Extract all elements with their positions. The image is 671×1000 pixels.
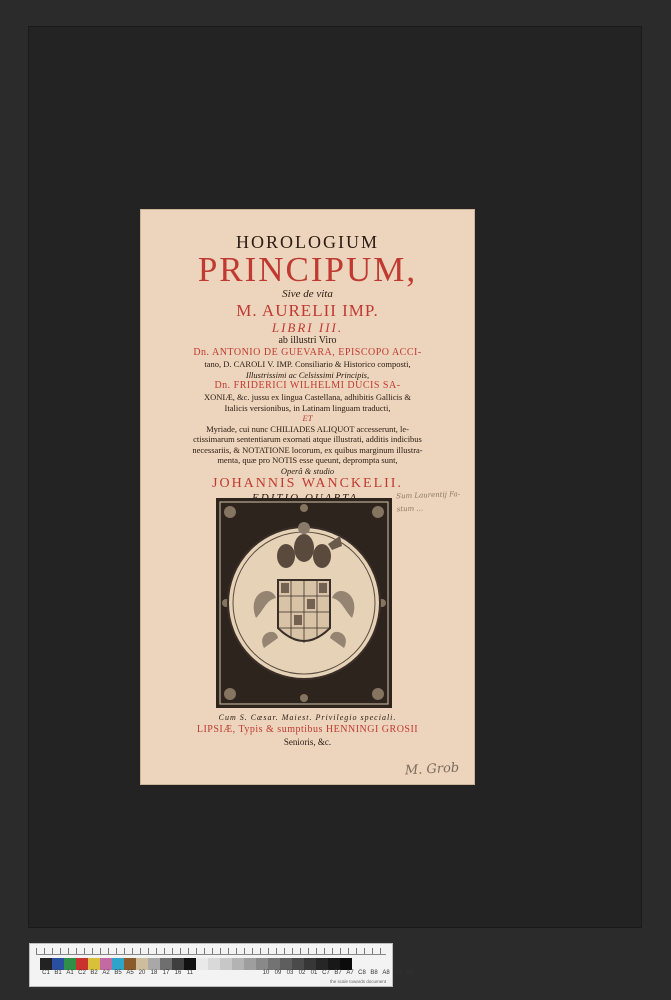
patch-label: C1 bbox=[42, 970, 50, 976]
gray-swatch bbox=[328, 958, 340, 970]
ab-illustri: ab illustri Viro bbox=[278, 335, 337, 346]
gray-swatch bbox=[208, 958, 220, 970]
gray-label: C9 bbox=[394, 970, 402, 976]
manuscript-note bbox=[396, 488, 478, 606]
color-swatch bbox=[76, 958, 88, 970]
color-target bbox=[30, 944, 414, 986]
patch-label: 18 bbox=[150, 970, 158, 976]
gray-label: 10 bbox=[262, 970, 270, 976]
gray-swatch bbox=[292, 958, 304, 970]
gray-swatch bbox=[340, 958, 352, 970]
frederici: Dn. FRIDERICI WILHELMI DUCIS SA- bbox=[214, 380, 401, 391]
privilege: Cum S. Cæsar. Maiest. Privilegio speciali. bbox=[218, 713, 397, 722]
subtitle-libri: LIBRI III. bbox=[271, 320, 344, 335]
gray-label: B9 bbox=[406, 970, 414, 976]
gray-swatch bbox=[196, 958, 208, 970]
gray-label: C8 bbox=[358, 970, 366, 976]
color-swatch bbox=[124, 958, 136, 970]
color-swatch bbox=[148, 958, 160, 970]
author-desc: tano, D. CAROLI V. IMP. Consiliario & Historico composti, bbox=[204, 359, 411, 369]
gray-label: B7 bbox=[334, 970, 342, 976]
color-swatch bbox=[52, 958, 64, 970]
color-swatch bbox=[160, 958, 172, 970]
title-principum: PRINCIPUM, bbox=[197, 250, 418, 289]
author-guevara: Dn. ANTONIO DE GUEVARA, EPISCOPO ACCI- bbox=[193, 347, 422, 358]
color-swatch bbox=[172, 958, 184, 970]
color-swatch bbox=[112, 958, 124, 970]
gray-label: A7 bbox=[346, 970, 354, 976]
color-swatches bbox=[40, 958, 352, 970]
patch-label: B5 bbox=[114, 970, 122, 976]
subtitle-sive: Sive de vita bbox=[282, 288, 333, 300]
patch-label: C2 bbox=[78, 970, 86, 976]
signature: M. Grob bbox=[404, 760, 460, 778]
xoniae: XONIÆ, &c. jussu ex lingua Castellana, adhibitis Gallicis & bbox=[203, 392, 412, 402]
scale-footnote-text: the scale towards document bbox=[329, 979, 386, 984]
gray-swatch bbox=[256, 958, 268, 970]
manuscript-line: stum ... bbox=[396, 503, 424, 513]
patch-label: 11 bbox=[186, 970, 194, 976]
italicis: Italicis versionibus, in Latinam linguam traducti, bbox=[224, 402, 391, 413]
patch-label: A2 bbox=[102, 970, 110, 976]
patch-labels bbox=[40, 970, 196, 976]
myriade: Myriade, cui nunc CHILIADES ALIQUOT accesserunt, le- bbox=[206, 423, 409, 434]
patch-label: 16 bbox=[174, 970, 182, 976]
gray-swatch bbox=[304, 958, 316, 970]
color-swatch bbox=[184, 958, 196, 970]
title-horologium: HOROLOGIUM bbox=[236, 232, 379, 252]
color-swatch bbox=[100, 958, 112, 970]
color-swatch bbox=[136, 958, 148, 970]
imprint bbox=[141, 712, 474, 748]
patch-label: 17 bbox=[162, 970, 170, 976]
gray-swatch bbox=[268, 958, 280, 970]
gray-labels bbox=[260, 970, 416, 976]
gray-swatch bbox=[232, 958, 244, 970]
patch-label: A1 bbox=[66, 970, 74, 976]
ruler bbox=[36, 948, 386, 955]
color-swatch bbox=[88, 958, 100, 970]
wanckelii: JOHANNIS WANCKELII. bbox=[212, 476, 403, 491]
patch-label: 20 bbox=[138, 970, 146, 976]
gray-swatch bbox=[280, 958, 292, 970]
opera-studio: Operâ & studio bbox=[280, 465, 335, 476]
sententiarum: ctissimarum sententiarum exornati atque illustrati, additis indicibus bbox=[193, 434, 422, 444]
gray-label: 03 bbox=[286, 970, 294, 976]
gray-label: 09 bbox=[274, 970, 282, 976]
patch-label: B2 bbox=[90, 970, 98, 976]
subtitle-aurelii: M. AURELII IMP. bbox=[236, 301, 379, 320]
principis: Illustrissimi ac Celsissimi Principis, bbox=[245, 369, 370, 380]
gray-label: A8 bbox=[382, 970, 390, 976]
patch-label: A5 bbox=[126, 970, 134, 976]
gray-label: 01 bbox=[310, 970, 318, 976]
printer-line-2: Senioris, &c. bbox=[283, 737, 332, 747]
menta: menta, quæ pro NOTIS esse queunt, deprompta sunt, bbox=[217, 455, 398, 465]
scale-footnote bbox=[36, 979, 386, 984]
gray-label: B8 bbox=[370, 970, 378, 976]
gray-swatch bbox=[220, 958, 232, 970]
gray-label: 02 bbox=[298, 970, 306, 976]
printer-line: LIPSIÆ, Typis & sumptibus HENNINGI GROSII bbox=[196, 724, 419, 735]
coat-of-arms-woodcut bbox=[216, 498, 392, 708]
et: ET bbox=[302, 413, 313, 423]
color-swatch bbox=[64, 958, 76, 970]
color-swatch bbox=[40, 958, 52, 970]
gray-swatch bbox=[244, 958, 256, 970]
patch-label: B1 bbox=[54, 970, 62, 976]
necessariis: necessariis, & NOTATIONE locorum, ex quibus marginum illustra- bbox=[192, 444, 423, 455]
gray-swatch bbox=[316, 958, 328, 970]
coat-of-arms-icon bbox=[216, 498, 392, 708]
manuscript-line: Sum Laurentij Fa- bbox=[396, 490, 461, 501]
gray-label: C7 bbox=[322, 970, 330, 976]
title-block bbox=[141, 232, 474, 505]
